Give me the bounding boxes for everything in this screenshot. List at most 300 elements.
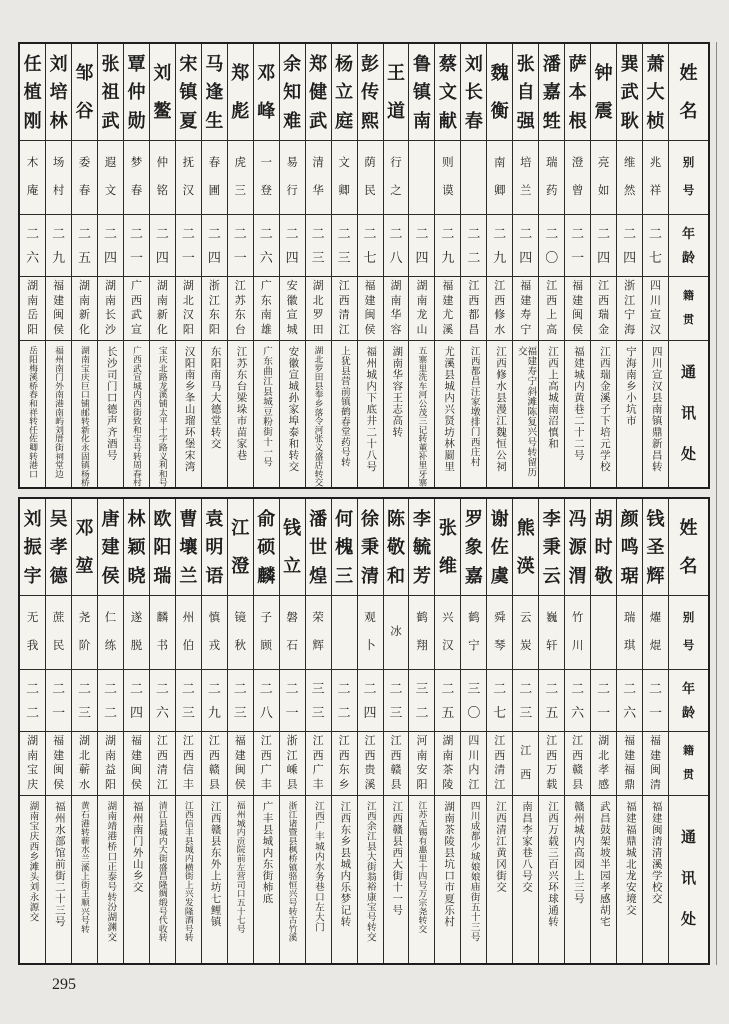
person-column <box>253 44 279 487</box>
glyph: 阳 <box>153 537 172 557</box>
glyph: 二 <box>337 705 351 721</box>
glyph: 煌 <box>309 565 328 586</box>
glyph: 民 <box>364 184 376 197</box>
address-cell <box>72 341 97 487</box>
person-column <box>253 499 279 963</box>
age-cell <box>124 215 149 277</box>
glyph: 湖 <box>182 279 194 292</box>
glyph: 河 <box>416 734 428 747</box>
age-cell <box>384 215 409 277</box>
glyph: 九 <box>441 250 455 266</box>
age-cell <box>72 215 97 277</box>
glyph: 三 <box>181 705 195 721</box>
age-cell <box>565 215 590 277</box>
glyph: 南 <box>27 294 39 307</box>
glyph: 孝 <box>49 537 68 557</box>
glyph: 西 <box>208 749 220 762</box>
glyph: 化 <box>156 324 168 337</box>
name-cell <box>358 44 383 141</box>
glyph: 四 <box>415 250 429 266</box>
alias-cell <box>513 596 538 670</box>
glyph: 传 <box>361 82 380 102</box>
person-column <box>383 44 409 487</box>
name-cell <box>202 44 227 141</box>
glyph: 二 <box>104 705 118 721</box>
glyph: 东 <box>260 294 272 307</box>
native-cell <box>409 277 434 341</box>
glyph: 二 <box>597 680 611 696</box>
glyph: 八 <box>389 250 403 266</box>
glyph: 赣 <box>208 764 220 777</box>
glyph: 号 <box>682 639 695 652</box>
glyph: 勋 <box>127 110 146 131</box>
glyph: 上 <box>546 309 558 322</box>
person-column <box>305 44 331 487</box>
glyph: 行 <box>390 156 402 169</box>
glyph: 胡 <box>594 508 613 529</box>
glyph: 鳌 <box>153 101 172 121</box>
glyph: 年 <box>681 680 695 696</box>
glyph: 潘 <box>309 508 328 529</box>
glyph: 卿 <box>494 184 506 197</box>
glyph: 潘 <box>542 53 561 74</box>
glyph: 内 <box>468 764 480 777</box>
name-cell <box>20 499 45 596</box>
name-cell <box>384 44 409 141</box>
address-cell <box>228 341 253 487</box>
alias-cell <box>643 596 668 670</box>
glyph: 一 <box>129 250 143 266</box>
name-cell <box>487 499 512 596</box>
glyph: 福 <box>53 279 65 292</box>
address-cell <box>202 796 227 963</box>
glyph: 谷 <box>75 101 94 121</box>
address-text: 福州城内下底井二十八号 <box>365 346 377 473</box>
glyph: 江 <box>156 734 168 747</box>
glyph: 曾 <box>571 184 584 197</box>
glyph: 荫 <box>364 156 376 169</box>
glyph: 遐 <box>104 156 117 169</box>
glyph: 春 <box>78 184 91 197</box>
glyph: 镇 <box>179 82 198 102</box>
glyph: 一 <box>597 705 611 721</box>
glyph: 湖 <box>27 279 39 292</box>
person-column <box>227 499 253 963</box>
glyph: 西 <box>494 294 506 307</box>
glyph: 琪 <box>623 639 636 652</box>
address-text: 江西上高城南沼慎和 <box>546 346 558 450</box>
address-text: 四川成都少城娘娘庙街五十三号 <box>468 801 480 943</box>
address-text: 广西武宣城内西街致和宝号转周春村 <box>131 346 142 487</box>
person-column <box>45 499 71 963</box>
glyph: 福 <box>624 764 636 777</box>
alias-cell <box>643 141 668 215</box>
person-column <box>642 44 668 487</box>
glyph: 颜 <box>620 508 639 529</box>
glyph: 耿 <box>620 110 639 131</box>
glyph: 秋 <box>234 639 247 652</box>
glyph: 万 <box>546 764 558 777</box>
name-cell <box>124 44 149 141</box>
glyph: 二 <box>52 225 66 241</box>
glyph: 宣 <box>286 309 298 322</box>
address-cell <box>72 796 97 963</box>
person-column <box>357 44 383 487</box>
glyph: 二 <box>233 680 247 696</box>
glyph: 二 <box>337 225 351 241</box>
glyph: 籍 <box>683 744 694 757</box>
glyph: 建 <box>101 537 120 557</box>
glyph: 名 <box>679 101 698 121</box>
address-text: 汉阳南乡夆山瑠环堡宋湾 <box>183 346 195 473</box>
person-column <box>175 499 201 963</box>
name-cell <box>72 44 97 141</box>
glyph: 建 <box>624 749 636 762</box>
address-cell <box>98 796 123 963</box>
glyph: 江 <box>572 734 584 747</box>
alias-cell <box>176 596 201 670</box>
glyph: 三 <box>311 680 325 696</box>
glyph: 名 <box>679 556 698 576</box>
glyph: 高 <box>546 324 558 337</box>
glyph: 健 <box>309 82 328 102</box>
glyph: 岳 <box>27 309 39 322</box>
glyph: 二 <box>441 225 455 241</box>
alias-cell <box>332 141 357 215</box>
glyph: 广 <box>260 764 272 777</box>
age-cell <box>150 215 175 277</box>
glyph: 湖 <box>598 734 610 747</box>
glyph: 本 <box>568 82 587 102</box>
glyph: 难 <box>283 110 302 131</box>
glyph: 川 <box>650 294 662 307</box>
alias-cell <box>280 141 305 215</box>
glyph: 江 <box>234 279 246 292</box>
age-cell <box>539 670 564 732</box>
name-cell <box>435 499 460 596</box>
age-cell <box>617 670 642 732</box>
glyph: 二 <box>519 680 533 696</box>
person-column <box>408 499 434 963</box>
glyph: 新 <box>79 309 91 322</box>
glyph: 嵊 <box>286 764 298 777</box>
age-cell <box>280 215 305 277</box>
glyph: 安 <box>286 279 298 292</box>
glyph: 瑞 <box>623 611 636 624</box>
alias-cell <box>46 596 71 670</box>
glyph: 一 <box>181 250 195 266</box>
age-cell <box>72 670 97 732</box>
address-text: 福州水部馆前街二十三号 <box>53 801 65 928</box>
address-cell <box>46 341 71 487</box>
glyph: 何 <box>335 508 354 529</box>
name-cell <box>643 499 668 596</box>
address-cell <box>306 796 331 963</box>
native-cell <box>176 732 201 796</box>
address-cell <box>202 341 227 487</box>
glyph: 余 <box>283 53 302 74</box>
glyph: 书 <box>156 639 169 652</box>
address-cell <box>461 796 486 963</box>
address-text: 安徽宣城孙家埠泰和转交 <box>287 346 299 473</box>
age-cell <box>409 670 434 732</box>
glyph: 郑 <box>309 53 328 74</box>
glyph: 春 <box>464 110 483 131</box>
name-cell <box>306 44 331 141</box>
glyph: 感 <box>598 779 610 792</box>
glyph: 彭 <box>361 53 380 74</box>
glyph: 培 <box>520 156 532 169</box>
glyph: 江 <box>231 518 250 538</box>
glyph: 西 <box>338 294 350 307</box>
glyph: 祥 <box>649 184 662 197</box>
native-cell <box>384 732 409 796</box>
native-cell <box>461 277 486 341</box>
name-cell <box>98 44 123 141</box>
alias-cell <box>228 141 253 215</box>
glyph: 新 <box>156 309 168 322</box>
address-cell <box>124 796 149 963</box>
address-cell <box>539 341 564 487</box>
glyph: 然 <box>623 184 636 197</box>
glyph: 号 <box>682 184 695 197</box>
alias-cell <box>72 141 97 215</box>
alias-cell <box>98 141 123 215</box>
alias-cell <box>228 596 253 670</box>
glyph: 卜 <box>364 639 376 652</box>
age-cell <box>435 215 460 277</box>
header-address <box>669 341 708 487</box>
glyph: 委 <box>78 156 91 169</box>
address-cell <box>254 341 279 487</box>
address-text: 福州城内贡院前左营司口五十七号 <box>235 801 246 933</box>
address-text: 岳阳梅溪桥春和祥转任佐卿转港口 <box>28 346 39 478</box>
address-cell <box>358 796 383 963</box>
person-column <box>616 499 642 963</box>
glyph: 陈 <box>386 508 405 529</box>
person-column <box>45 44 71 487</box>
glyph: 湖 <box>312 279 324 292</box>
glyph: 李 <box>412 508 431 529</box>
person-column <box>305 499 331 963</box>
glyph: 三 <box>337 250 351 266</box>
glyph: 南 <box>105 294 116 307</box>
address-text: 湖南宝庆巨口铺邮转新化永固镇杨桥 <box>79 346 90 487</box>
glyph: 长 <box>105 309 116 322</box>
age-cell <box>358 670 383 732</box>
address-cell <box>254 796 279 963</box>
glyph: 圣 <box>646 537 665 557</box>
glyph: 蕲 <box>79 764 91 777</box>
glyph: 二 <box>181 680 195 696</box>
address-cell <box>384 341 409 487</box>
glyph: 南 <box>79 294 91 307</box>
address-cell <box>461 341 486 487</box>
glyph: 六 <box>155 705 169 721</box>
address-cell <box>643 341 668 487</box>
address-text: 南昌李家巷八号交 <box>521 801 532 893</box>
alias-cell <box>124 596 149 670</box>
glyph: 姓 <box>679 518 698 538</box>
glyph: 溪 <box>364 779 376 792</box>
glyph: 二 <box>571 680 585 696</box>
address-text: 黄石港转蕲水兰溪上街王顺兴号转 <box>79 801 90 933</box>
age-cell <box>565 670 590 732</box>
glyph: 东 <box>234 309 246 322</box>
glyph: 建 <box>520 294 532 307</box>
address-text: 浙江诸暨县枫桥镇骆恒兴号转古竹溪 <box>287 801 298 942</box>
alias-cell <box>617 596 642 670</box>
glyph: 观 <box>364 611 376 624</box>
glyph: 澄 <box>571 156 584 169</box>
glyph: 龄 <box>681 250 695 266</box>
age-cell <box>176 670 201 732</box>
glyph: 二 <box>519 225 533 241</box>
address-cell <box>306 341 331 487</box>
glyph: 则 <box>442 156 454 169</box>
glyph: 村 <box>52 184 65 197</box>
glyph: 三 <box>233 705 247 721</box>
glyph: 堃 <box>75 556 94 576</box>
name-cell <box>72 499 97 596</box>
address-text: 江苏东台梁垛市苗家巷 <box>235 346 247 461</box>
address-text: 江西修水县漫江魏恒公祠 <box>495 346 507 473</box>
alias-cell <box>409 596 434 670</box>
glyph: 东 <box>338 764 350 777</box>
glyph: 福 <box>572 279 584 292</box>
glyph: 刘 <box>23 508 42 529</box>
glyph: 巽 <box>620 53 639 74</box>
glyph: 江 <box>156 779 168 792</box>
age-cell <box>202 215 227 277</box>
alias-cell <box>254 141 279 215</box>
glyph: 亮 <box>597 156 610 169</box>
glyph: 钱 <box>646 508 665 529</box>
address-cell <box>332 341 357 487</box>
glyph: 西 <box>182 749 194 762</box>
glyph: 仁 <box>104 611 117 624</box>
glyph: 邓 <box>75 518 94 538</box>
glyph: 北 <box>182 294 194 307</box>
address-text: 湖南茶陵县坑口市夏乐村 <box>443 801 455 928</box>
age-cell <box>20 670 45 732</box>
glyph: 一 <box>233 250 247 266</box>
person-column <box>331 499 357 963</box>
glyph: 渭 <box>568 565 587 586</box>
glyph: 谟 <box>442 184 454 197</box>
person-column <box>357 499 383 963</box>
address-text: 湖南华容王志高转 <box>391 346 403 438</box>
glyph: 如 <box>597 184 610 197</box>
glyph: 谢 <box>490 508 509 529</box>
glyph: 〇 <box>545 250 559 266</box>
address-text: 江苏无锡有惠里十四号万宗尧转交 <box>417 801 428 933</box>
age-cell <box>617 215 642 277</box>
address-cell <box>358 341 383 487</box>
glyph: 佐 <box>490 537 509 557</box>
glyph: 荣 <box>312 611 324 624</box>
glyph: 鹤 <box>468 611 480 624</box>
glyph: 炭 <box>520 639 532 652</box>
address-cell <box>513 796 538 963</box>
glyph: 澄 <box>231 556 250 576</box>
glyph: 宋 <box>179 53 198 74</box>
glyph: 建 <box>572 294 584 307</box>
glyph: 刘 <box>49 53 68 74</box>
name-cell <box>617 499 642 596</box>
glyph: 清 <box>312 156 324 169</box>
glyph: 镜 <box>234 611 247 624</box>
glyph: 阳 <box>105 779 116 792</box>
person-column <box>201 44 227 487</box>
glyph: 壤 <box>179 537 198 557</box>
name-cell <box>20 44 45 141</box>
person-column <box>590 44 616 487</box>
glyph: 广 <box>312 764 324 777</box>
glyph: 二 <box>129 680 143 696</box>
age-cell <box>306 215 331 277</box>
glyph: 县 <box>208 779 220 792</box>
glyph: 林 <box>127 508 146 529</box>
glyph: 川 <box>571 639 584 652</box>
age-cell <box>332 670 357 732</box>
age-cell <box>513 670 538 732</box>
name-cell <box>98 499 123 596</box>
glyph: 北 <box>598 749 610 762</box>
glyph: 江 <box>312 734 324 747</box>
name-cell <box>617 44 642 141</box>
header-alias <box>669 596 708 670</box>
name-cell <box>306 499 331 596</box>
address-cell <box>487 796 512 963</box>
glyph: 六 <box>623 705 637 721</box>
header-column <box>668 499 708 963</box>
glyph: 武 <box>101 110 120 131</box>
glyph: 虎 <box>234 156 247 169</box>
glyph: 西 <box>468 294 480 307</box>
native-cell <box>176 277 201 341</box>
glyph: 立 <box>335 82 354 102</box>
glyph: 闽 <box>53 764 65 777</box>
glyph: 嘉 <box>464 565 483 586</box>
glyph: 二 <box>129 225 143 241</box>
alias-cell <box>565 596 590 670</box>
glyph: 冯 <box>568 508 587 529</box>
glyph: 易 <box>286 156 298 169</box>
glyph: 三 <box>519 705 533 721</box>
glyph: 闽 <box>53 309 65 322</box>
alias-cell <box>150 596 175 670</box>
glyph: 二 <box>233 225 247 241</box>
alias-cell <box>539 141 564 215</box>
glyph: 我 <box>26 639 39 652</box>
glyph: 江 <box>546 734 558 747</box>
alias-cell <box>435 141 460 215</box>
alias-cell <box>409 141 434 215</box>
glyph: 郑 <box>231 63 250 83</box>
glyph: 慎 <box>208 611 221 624</box>
glyph: 湖 <box>79 734 91 747</box>
glyph: 二 <box>285 225 299 241</box>
glyph: 瑞 <box>545 156 558 169</box>
glyph: 晓 <box>127 565 146 586</box>
glyph: 〇 <box>467 705 481 721</box>
name-cell <box>591 499 616 596</box>
address-cell <box>435 796 460 963</box>
glyph: 鹤 <box>416 611 428 624</box>
glyph: 二 <box>259 225 273 241</box>
glyph: 浙 <box>208 279 220 292</box>
